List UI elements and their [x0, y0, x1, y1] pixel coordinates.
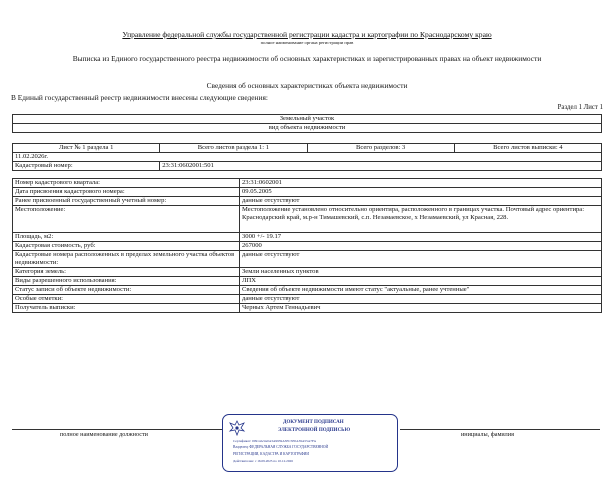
authority-caption: полное наименование органа регистрации прав — [260, 40, 354, 45]
row-value: 3000 +/- 19.17 — [240, 233, 602, 242]
row-label: Площадь, м2: — [13, 233, 240, 242]
intro-text: В Единый государственный реестр недвижимости внесены следующие сведения: — [11, 93, 268, 102]
table-row — [13, 179, 602, 188]
table-row — [13, 233, 602, 242]
table-row — [13, 286, 602, 295]
row-value: Сведения об объекте недвижимости имеют статус "актуальные, ранее учтенные" — [240, 286, 602, 295]
row-label: Номер кадастрового квартала: — [13, 179, 240, 188]
table-row — [13, 277, 602, 286]
row-value: данные отсутствуют — [240, 251, 602, 268]
total-sections: Всего разделов: 3 — [307, 144, 454, 153]
object-header-table — [12, 114, 602, 133]
stamp-owner1: Владелец: ФЕДЕРАЛЬНАЯ СЛУЖБА ГОСУДАРСТВЕННОЙ — [233, 445, 329, 449]
cadastral-label: Кадастровый номер: — [13, 162, 160, 171]
row-label: Виды разрешенного использования: — [13, 277, 240, 286]
row-value: 09.05.2005 — [240, 188, 602, 197]
cadastral-value: 23:31:0602001:501 — [160, 162, 602, 171]
row-value: ЛПХ — [240, 277, 602, 286]
stamp-line1: ДОКУМЕНТ ПОДПИСАН — [283, 420, 344, 425]
electronic-signature-stamp — [222, 414, 398, 472]
row-value: Земли населенных пунктов — [240, 268, 602, 277]
table-row — [13, 295, 602, 304]
extract-title: Выписка из Единого государственного реестра недвижимости об основных характеристиках и зарегистрированных правах на объект недвижимости — [72, 54, 542, 63]
row-label: Местоположение: — [13, 206, 240, 233]
position-line — [12, 429, 222, 430]
total-sheets: Всего листов выписки: 4 — [454, 144, 601, 153]
position-caption: полное наименование должности — [60, 431, 148, 438]
characteristics-table — [12, 178, 602, 313]
stamp-certificate: Сертификат: 00914A3A0A3A9939A3EC5E0A39A55A7FA — [233, 439, 317, 443]
row-value: 23:31:0602001 — [240, 179, 602, 188]
authority-name: Управление федеральной службы государственной регистрации кадастра и картографии по Краснодарскому краю — [122, 30, 492, 39]
row-label: Статус записи об объекте недвижимости: — [13, 286, 240, 295]
extract-date: 11.02.2026г. — [13, 153, 602, 162]
row-value: 267000 — [240, 242, 602, 251]
row-label: Ранее присвоенный государственный учетный номер: — [13, 197, 240, 206]
row-value: данные отсутствуют — [240, 295, 602, 304]
section-reference: Раздел 1 Лист 1 — [557, 104, 603, 111]
row-label: Категория земель: — [13, 268, 240, 277]
table-row — [13, 304, 602, 313]
name-caption: инициалы, фамилия — [461, 431, 514, 438]
info-title: Сведения об основных характеристиках объекта недвижимости — [206, 81, 408, 90]
table-row — [13, 251, 602, 268]
table-row — [13, 206, 602, 233]
table-row — [13, 268, 602, 277]
row-label: Кадастровые номера расположенных в пределах земельного участка объектов недвижимости: — [13, 251, 240, 268]
row-label: Кадастровая стоимость, руб: — [13, 242, 240, 251]
stamp-owner2: РЕГИСТРАЦИИ, КАДАСТРА И КАРТОГРАФИИ — [233, 452, 309, 456]
row-label: Получатель выписки: — [13, 304, 240, 313]
stamp-validity: Действителен: с 16.09.2025 по 10.12.2026 — [233, 459, 293, 463]
table-row — [13, 197, 602, 206]
total-sheets-section: Всего листов раздела 1: 1 — [160, 144, 307, 153]
table-row — [13, 242, 602, 251]
row-value: данные отсутствуют — [240, 197, 602, 206]
row-value: Черных Артем Геннадьевич — [240, 304, 602, 313]
object-subtitle: вид объекта недвижимости — [13, 124, 602, 133]
stamp-line2: ЭЛЕКТРОННОЙ ПОДПИСЬЮ — [278, 428, 351, 433]
table-row — [13, 188, 602, 197]
row-value: Местоположение установлено относительно ориентира, расположенного в границах участка. Почтовый адрес ориентира: Краснодарский край, м.р-н Тимашевский, с.п. Незамаевское, х Незамаевский, ул Красная, 228. — [240, 206, 602, 233]
name-line — [400, 429, 600, 430]
sheet-info-table — [12, 143, 602, 171]
row-label: Дата присвоения кадастрового номера: — [13, 188, 240, 197]
row-label: Особые отметки: — [13, 295, 240, 304]
eagle-emblem-icon — [227, 419, 247, 437]
object-title: Земельный участок — [13, 115, 602, 124]
sheet-number: Лист № 1 раздела 1 — [13, 144, 160, 153]
